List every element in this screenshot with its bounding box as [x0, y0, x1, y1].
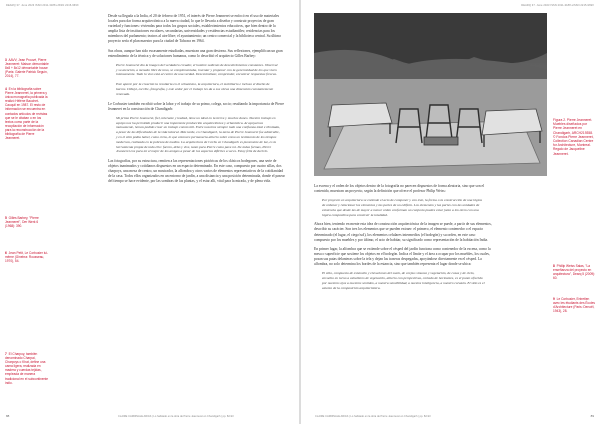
block-quote: Este aporte por la creación la resultaría en el urbanismo, la arquitectura, el mobiliario e incluso el diseño de barcos. Dibujó, escribe, fotografía, y este ardor por el trabajo les da a sus obras una dimensión constantemente renovada.: [116, 82, 274, 96]
footer-right: CLAIRE CARDINALE ARIAS | Lo habitado en la obra de Pierre Jeanneret en Chandigarh | pp. 82-93: [315, 415, 431, 418]
footnote-8: 8 Phillip Weiss Salas, "La enseñanza del proyecto en arquitectura", Dearq 5 (2009): 60.: [553, 264, 596, 281]
furniture-photograph: [314, 13, 547, 176]
paragraph: Ahora bien, teniendo en mente esta idea de construcción arquitectónica de la imagen se puede, a partir de sus elementos, describir su carácter. Son tres los elementos que se pueden extraer: el primero, el elemento contenedor o el espacio determinado (el lugar, el ciego/sol), los elementos celulares intermedios (el bodegón) y su orden, en este caso compuesto por los muebles y por último, el acto de habitar, su significado como representación de la habitación India.: [314, 222, 492, 242]
paragraph: La escena y el orden de los objetos dentro de la fotografía no parecen dispuestos de forma aleatoria, sino que son el contenido, muestran un proyecto, según la definición que ofrece el profesor Philip Weiss:: [314, 184, 485, 194]
paragraph: Desde su llegada a la India, el 20 de febrero de 1951, el interés de Pierre Jeanneret se enfocó en el uso de materiales locales para dar forma arquitectónica a la nueva ciudad, lo que le llevaría a diseñar y construir proyectos de gran variedad y funciones: viviendas para todos los grupos sociales, establecimientos educativos, que bien dentro de la amplia lista de instituciones escolares, secundarias, universidades y residencias estudiantiles; residencias para los miembros del parlamento; teatros al aire libre; el ayuntamiento; un centro comercial y la biblioteca central. Su último proyecto sería el plan maestro para la ciudad de Talwara en 1964.: [108, 14, 282, 44]
paragraph: Le Corbusier también escribió sobre la labor y el trabajo de su primo, colega, socio; resaltando la importancia de Pierre Jeanneret en la construcción de Chandigarh:: [108, 101, 285, 111]
left-body-text: [108, 14, 286, 189]
footer-left: CLAIRE CARDINALE ARIAS | Lo habitado en la obra de Pierre Jeanneret en Chandigarh | pp. 82-93: [118, 415, 234, 418]
page-number-left: 88: [6, 414, 10, 418]
footnote-5: 5 Gilles Barbey, "Pierre Jeanneret", Der Werk 6 (1968): 390.: [5, 216, 39, 229]
block-quote: Mi primo Pierre Jeanneret, fiel, tolerante y lealtad, tiene un ideal en la tierra y muchos dones. Nuestro trabajo en equipo nos ha permitido producir una importante producción arquitectónica y urbanística. Al apoyarnos mutuamente, hemos podido crear un trabajo común útil. Entre nosotros siempre todo una confianza total e ilimitada, a pesar de las dificultades de la vida laboral. Más tarde, en Chandigarh, la tarea de Pierre Jeanneret fue admirable, y en el sitio podía haber, como creía, lo que entonces permanecía abierto sobre como un testimonio de los tiempos modernos, realizado en la pobreza de medios. La arquitectura de Corbu en Chandigarh es puramente de luz, es la herramienta propia de todo ello: fueron, debo y vive, tanto para Pierre como para mí. De todas formas, Pierre Jeanneret era para mí el mejor de los amigos a pesar de los aspectos difíciles a veces. Estoy feliz de decirlo.: [116, 115, 280, 154]
paragraph: Las fotografías, por su estructura, remiten a las representaciones pictóricas de los clásicos bodegones, una serie de objetos inanimados y cotidianos dispuestos en un espacio determinado. En este caso, compuesto por cuatro sillas, dos charpoys, una mesa de centro, un mostrador, la alfombra y otros varios de elementos representativos de la cotidianidad de la casa. Todos ellos organizados en un entorno de jardín, a una distancia y una posición determinada, donde el pasear del tiempo se hace evidente, por las sombras de las plantas, y el estar alli, vital para la mirada, y de plena vida.: [108, 159, 285, 184]
running-head-right: DEARQ 37. June 2023 ISSN 2011-3188 eISSN 2215-969X: [521, 4, 594, 7]
paragraph: Sus obras, aunque han sido escasamente estudiadas, muestran una gran destreza. Sus reflexiones, ejemplifican un gran entendimiento de la técnica y de soluciones humanas, como lo describió el arquitecto Gilles Barbey:: [108, 48, 283, 58]
block-quote: Por proyecto en arquitectura se entiende el acto de componer y con éste, la forma o la construcción de una lógica de ordenar y relacionar los elementos y las partes de un edificio. Los elementos y las partes con las unidades de existencia que desde las de mayor a menor orden conforman un conjunto puedes estar junto a los otros con una lógica compositiva para construir la totalidad.: [322, 198, 483, 217]
footnote-9: 9 Le Corbusier, Entretien avec les étudiants des Écoles d'Architecture (Paris: Denoël, 1943), 28.: [553, 297, 595, 314]
running-head-left: DEARQ 37. June 2023 ISSN 2011-3188 eISSN 2215-969X: [6, 4, 79, 7]
footnote-6: 6 Jean Petit, Le Corbusier lui-même (Ginebra: Rousseau, 1970), 54.: [5, 251, 49, 264]
block-quote: El sitio, compuesto de extensión y elevaciones del suelo, de corpus sinuoso y vegetación, de cosas y de cielo, envuelto en torno a caballeros de vegetación, abierto con perspectivas, cortado de horizontes, es el punto ofrecido por nuestros ojos a nuestros sentidos, a nuestra sensibilidad, a nuestra inteligencia, a nuestro corazón. El sitio es el asiento de la composición arquitectónica.: [322, 271, 485, 290]
right-page: [301, 0, 600, 424]
footnote-3: 3 AAVV, Jean Prouvé, Pierre Jeanneret: Maison démontable 8x8 + 8x12 démontable house (Paris: Galerie Patrick Seguin, 2014), 77.: [5, 58, 49, 79]
figure-caption: Figura 2. Pierre Jeanneret. Muebles diseñados por Pierre Jeanneret en Chandigarh, ARCH219358. © Fondos Pierre Jeanneret, Collection Canadian Centre for Architecture, Montreal. Regalo de Jacqueline Jeanneret.: [553, 118, 594, 156]
left-page: [0, 0, 299, 424]
right-body-text: [314, 184, 492, 295]
paragraph: En primer lugar, la alfombra que se extiende sobre el césped del jardín funciona como contenedor de la escena, como la mesa o superficie que sostiene los objetos en el bodegón. Indica el límite y el área a ocupar por los muebles, los cuales, posan sus patas delanteras sobre la tela y dejan las traseras despegadas, apoyándose directamente en el césped. La alfombra, no solo determina los bordes de la estancia, sino que también representa el lugar donde se ubica:: [314, 246, 491, 267]
photo-illustration: [314, 13, 547, 176]
page-number-right: 89: [590, 414, 594, 418]
footnote-4: 4 En la bibliografía sobre Pierre Jeanneret, la primera y única monografía publicada la realizó Hélène Bauchet-Cauquil en 1987. El resto de información se encuentra en contados artículos de revistas que se le citaban o en los textos como parte de la recopilación de información para la reconstrucción de la bibliografía de Pierre Jeanneret.: [5, 87, 48, 141]
footnote-7: 7 El Charpoy, también denominado Charpai, Charpoys o Khat, define una cama ligera, realizada en madera y cuerdas tejidas, empleada de manera tradicional en el subcontinente indio.: [5, 352, 49, 385]
block-quote: Pierre Jeanneret dio la imagen del verdadero creador, el hombre sediento de descubrimientos constantes. Observar y su atención, a menudo libre de tono, se complementaba, inventar y proponer con la generosidad de los que viven intensamente. Todo lo vivo está al centro de una verdad. Descentralizar, comprender, encontrar respuestas frescas.: [116, 62, 278, 77]
